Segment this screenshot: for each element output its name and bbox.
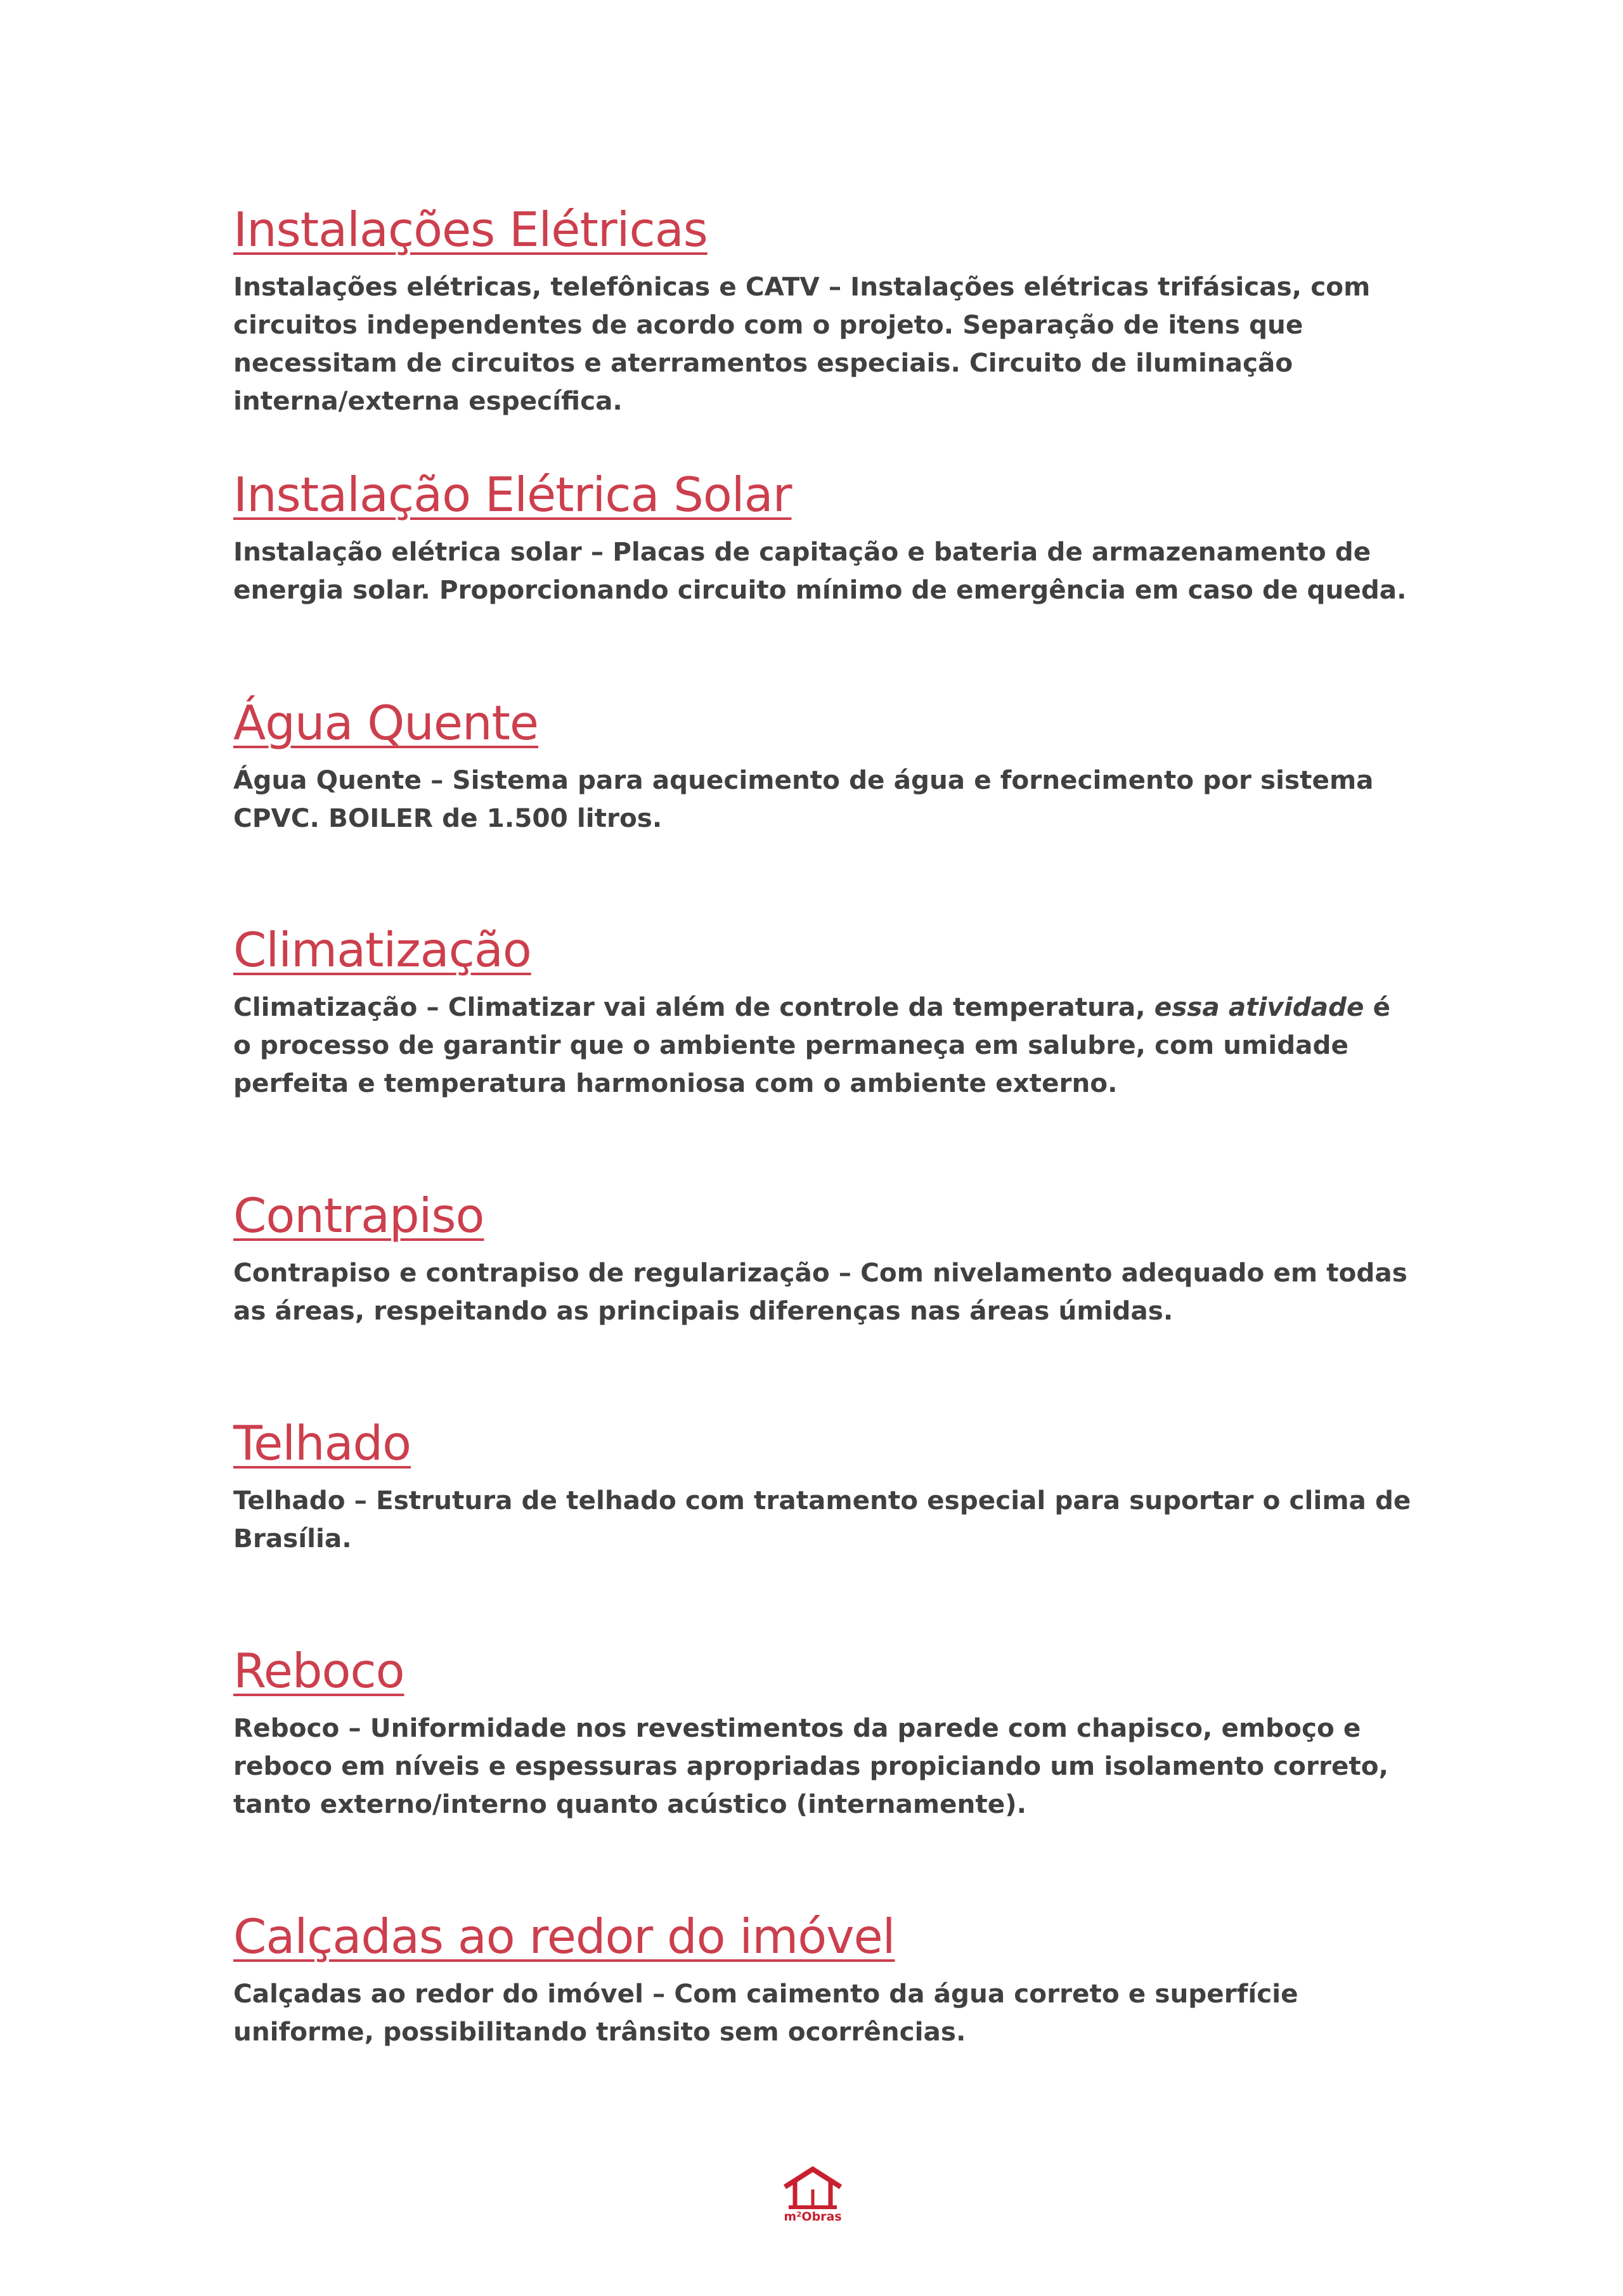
company-logo — [776, 2165, 850, 2235]
section-body: Calçadas ao redor do imóvel – Com caimento da água correto e superfície uniforme, possibilitando trânsito sem ocorrências. — [233, 1978, 1298, 2047]
section-title: Reboco — [233, 1643, 404, 1699]
section-body: Contrapiso e contrapiso de regularização – Com nivelamento adequado em todas as áreas, respeitando as principais diferenças nas áreas úmidas. — [233, 1257, 1407, 1326]
section-calcadas — [233, 1905, 1413, 2051]
section-climatizacao — [233, 918, 1413, 1102]
section-reboco — [233, 1639, 1413, 1823]
section-agua-quente — [233, 691, 1413, 837]
section-body: Instalação elétrica solar – Placas de capitação e bateria de armazenamento de energia solar. Proporcionando circuito mínimo de emergência em caso de queda. — [233, 536, 1407, 605]
section-title: Climatização — [233, 922, 531, 978]
section-title: Instalações Elétricas — [233, 202, 708, 257]
section-body: Reboco – Uniformidade nos revestimentos da parede com chapisco, emboço e reboco em níveis e espessuras apropriadas propiciando um isolamento correto, tanto externo/interno quanto acústico (internamente). — [233, 1713, 1388, 1819]
house-icon — [781, 2165, 844, 2210]
section-body: Instalações elétricas, telefônicas e CATV – Instalações elétricas trifásicas, com circuitos independentes de acordo com o projeto. Separação de itens que necessitam de circuitos e aterramentos especiais. Circuito de iluminação interna/externa específica. — [233, 271, 1371, 416]
logo-text: m²Obras — [784, 2210, 842, 2224]
section-body: Telhado – Estrutura de telhado com tratamento especial para suportar o clima de Brasília. — [233, 1485, 1411, 1553]
section-instalacao-eletrica-solar — [233, 463, 1413, 609]
body-text-end: é o processo de garantir que o ambiente permaneça em salubre, com umidade perfeita e temperatura harmoniosa com o ambiente externo. — [233, 992, 1391, 1098]
section-body: Água Quente – Sistema para aquecimento de água e fornecimento por sistema CPVC. BOILER de 1.500 litros. — [233, 765, 1374, 833]
body-text-start: Climatização – Climatizar vai além de controle da temperatura, — [233, 992, 1154, 1022]
body-text-emphasis: essa atividade — [1154, 992, 1364, 1022]
section-title: Instalação Elétrica Solar — [233, 467, 792, 522]
section-title: Calçadas ao redor do imóvel — [233, 1909, 895, 1964]
section-body — [233, 988, 1413, 1102]
section-telhado — [233, 1411, 1413, 1557]
section-instalacoes-eletricas — [233, 198, 1413, 420]
section-title: Telhado — [233, 1415, 411, 1471]
section-title: Contrapiso — [233, 1188, 484, 1243]
section-contrapiso — [233, 1184, 1413, 1330]
section-title: Água Quente — [233, 695, 539, 751]
